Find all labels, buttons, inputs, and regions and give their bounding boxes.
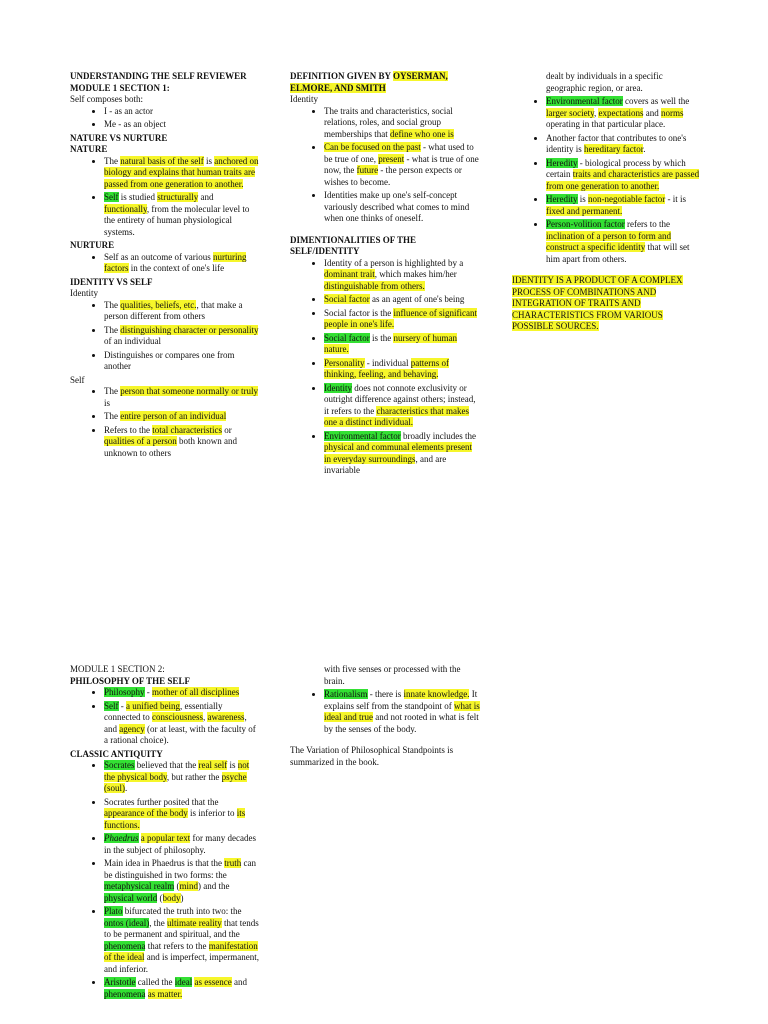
list-item: • Rationalism - there is innate knowledge. It explains self from the standpoint of what is ideal and true and not rooted in what is felt by the senses of the body. bbox=[324, 689, 480, 735]
list-item: • Environmental factor covers as well the larger society, expectations and norms operating in that particular place. bbox=[546, 96, 702, 131]
list-item: • Person-volition factor refers to the inclination of a person to form and construct a specific identity that will set him apart from others. bbox=[546, 219, 702, 265]
definition-heading: DEFINITION GIVEN BY OYSERMAN, ELMORE, AND SMITH bbox=[290, 71, 448, 93]
page1-column-3 bbox=[512, 71, 702, 333]
subheading: Identity bbox=[70, 288, 98, 298]
subheading: Self bbox=[70, 374, 85, 385]
list-item: • Me - as an object bbox=[104, 119, 260, 131]
list-item: • Another factor that contributes to one's identity is hereditary factor. bbox=[546, 133, 702, 156]
self-list bbox=[70, 386, 260, 459]
list-item: • Phaedrus a popular text for many decades in the subject of philosophy. bbox=[104, 833, 260, 856]
page1-column-1 bbox=[70, 71, 260, 461]
reviewer-title: UNDERSTANDING THE SELF REVIEWER bbox=[70, 71, 247, 81]
subheading: Identity bbox=[290, 94, 318, 104]
list-item: • Identities make up one's self-concept variously described what comes to mind when one thinks of oneself. bbox=[324, 190, 480, 225]
list-item: • Identity of a person is highlighted by a dominant trait, which makes him/her distinguishable from others. bbox=[324, 258, 480, 293]
list-item: • The entire person of an individual bbox=[104, 411, 260, 423]
list-item: dealt by individuals in a specific geographic region, or area. bbox=[546, 71, 663, 93]
list-item: • Heredity is non-negotiable factor - it is fixed and permanent. bbox=[546, 194, 702, 217]
subheading: NURTURE bbox=[70, 240, 115, 250]
philosophy-list bbox=[70, 687, 260, 747]
philosophy-continued-list bbox=[290, 664, 480, 735]
list-item: • The distinguishing character or personality of an individual bbox=[104, 325, 260, 348]
list-item: • Main idea in Phaedrus is that the truth can be distinguished in two forms: the metaphysical realm (mind) and the physical world (body) bbox=[104, 858, 260, 904]
identity-list bbox=[70, 300, 260, 373]
page1-column-2 bbox=[290, 71, 480, 479]
section-heading: NATURE VS NURTURE bbox=[70, 132, 168, 143]
list-item: • Self - a unified being, essentially connected to consciousness, awareness, and agency (or at least, with the faculty of a rational choice). bbox=[104, 701, 260, 747]
variation-text: The Variation of Philosophical Standpoints is summarized in the book. bbox=[290, 745, 454, 767]
section-heading: CLASSIC ANTIQUITY bbox=[70, 748, 163, 759]
list-item: • The qualities, beliefs, etc., that make a person different from others bbox=[104, 300, 260, 323]
list-item: • Distinguishes or compares one from another bbox=[104, 350, 260, 373]
list-item: • Can be focused on the past - what used to be true of one, present - what is true of one now, the future - the person expects or wishes to become. bbox=[324, 142, 480, 188]
list-item: • Social factor as an agent of one's being bbox=[324, 294, 480, 306]
list-item: • Social factor is the influence of significant people in one's life. bbox=[324, 308, 480, 331]
section-heading: DIMENTIONALITIES OF THE SELF/IDENTITY bbox=[290, 234, 417, 256]
list-item: • Self is studied structurally and functionally, from the molecular level to the entirety of human physiological systems. bbox=[104, 192, 260, 238]
dimentionalities-list bbox=[290, 258, 480, 477]
list-item: • Plato bifurcated the truth into two: the ontos (ideal), the ultimate reality that tends to be permanent and spiritual, and the phenomena that refers to the manifestation of the ideal and is imperfect, impermanent, and inferior. bbox=[104, 906, 260, 975]
subheading: NATURE bbox=[70, 144, 108, 154]
list-item: with five senses or processed with the brain. bbox=[324, 664, 461, 686]
nurture-list bbox=[70, 252, 260, 275]
list-item: • Identity does not connote exclusivity or outright difference against others; instead, it refers to the characteristics that makes one a distinct individual. bbox=[324, 383, 480, 429]
list-item: • The natural basis of the self is anchored on biology and explains that human traits are passed from one generation to another. bbox=[104, 156, 260, 191]
definition-list bbox=[290, 106, 480, 225]
list-item: • Personality - individual patterns of thinking, feeling, and behaving. bbox=[324, 358, 480, 381]
self-composes-text: Self composes both: bbox=[70, 94, 143, 104]
list-item: • Socrates believed that the real self is not the physical body, but rather the psyche (soul). bbox=[104, 760, 260, 795]
list-item: • Philosophy - mother of all disciplines bbox=[104, 687, 260, 699]
list-item: • Aristotle called the ideal as essence and phenomena as matter. bbox=[104, 977, 260, 1000]
module-heading: MODULE 1 SECTION 2: bbox=[70, 664, 165, 674]
identity-summary: IDENTITY IS A PRODUCT OF A COMPLEX PROCESS OF COMBINATIONS AND INTEGRATION OF TRAITS AND CHARACTERISTICS FROM VARIOUS POSSIBLE SOURCES. bbox=[512, 275, 683, 331]
environment-list bbox=[512, 71, 702, 265]
classic-antiquity-list bbox=[70, 760, 260, 1000]
section-heading: PHILOSOPHY OF THE SELF bbox=[70, 675, 190, 686]
list-item: • Socrates further posited that the appearance of the body is inferior to its functions. bbox=[104, 797, 260, 832]
list-item: • The traits and characteristics, social relations, roles, and social group memberships that define who one is bbox=[324, 106, 480, 141]
list-item: • Refers to the total characteristics or qualities of a person both known and unknown to others bbox=[104, 425, 260, 460]
list-item: • Heredity - biological process by which certain traits and characteristics are passed from one generation to another. bbox=[546, 158, 702, 193]
page2-column-1 bbox=[70, 664, 260, 1002]
section-heading: IDENTITY VS SELF bbox=[70, 276, 153, 287]
list-item: • The person that someone normally or truly is bbox=[104, 386, 260, 409]
module-heading: MODULE 1 SECTION 1: bbox=[70, 82, 170, 93]
nature-list bbox=[70, 156, 260, 239]
composes-list bbox=[70, 106, 260, 131]
list-item: • Environmental factor broadly includes the physical and communal elements present in everyday surroundings, and are invariable bbox=[324, 431, 480, 477]
list-item: • Social factor is the nursery of human nature. bbox=[324, 333, 480, 356]
list-item: • I - as an actor bbox=[104, 106, 260, 118]
list-item: • Self as an outcome of various nurturing factors in the context of one's life bbox=[104, 252, 260, 275]
page2-column-2 bbox=[290, 664, 480, 768]
